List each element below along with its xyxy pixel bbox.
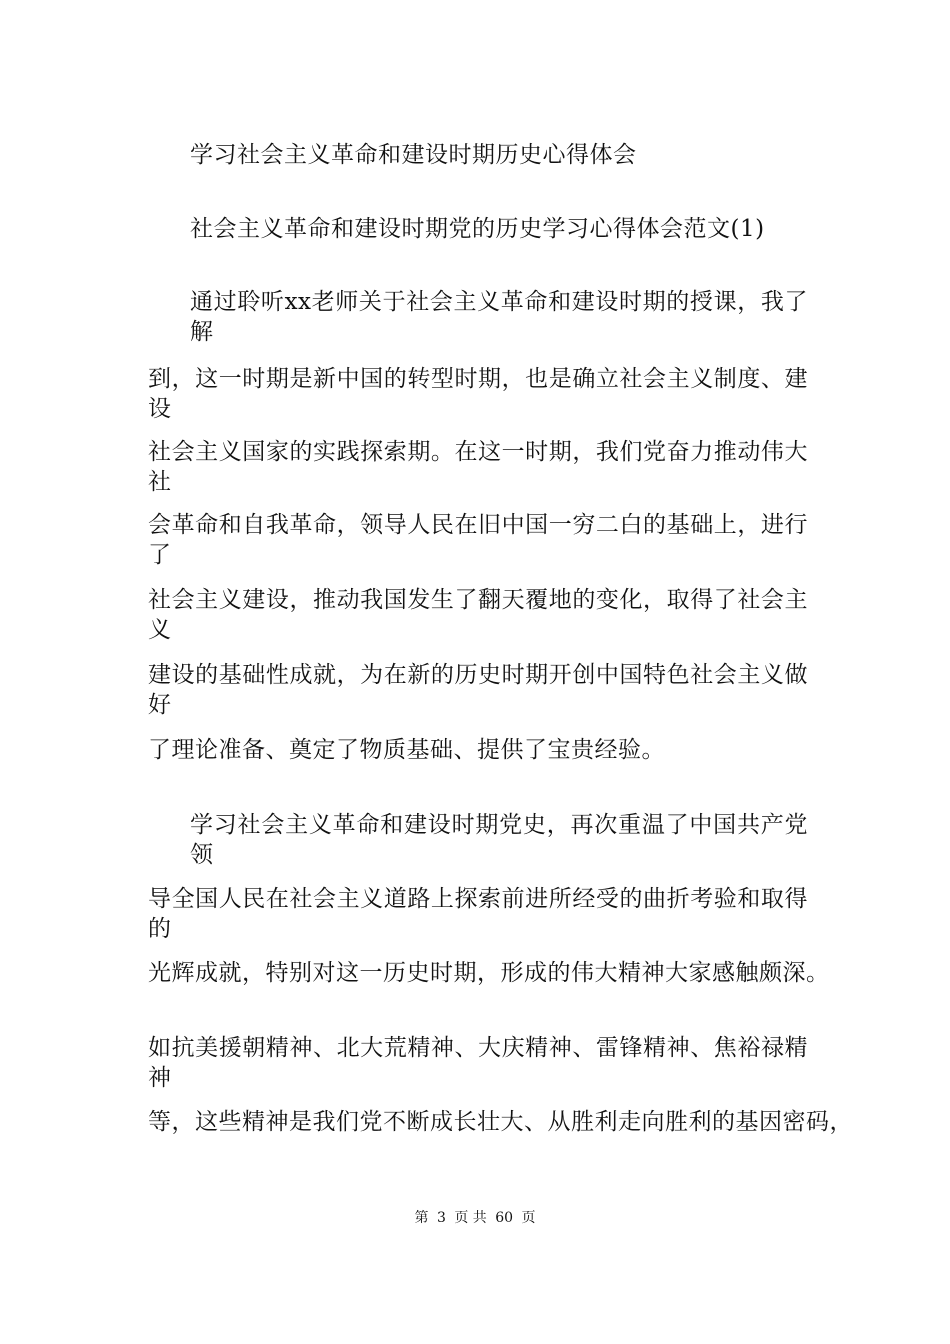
- paragraph-line: 到，这一时期是新中国的转型时期，也是确立社会主义制度、建设: [148, 366, 808, 422]
- footer-current-page: 3: [436, 1210, 446, 1226]
- paragraph-line: 等，这些精神是我们党不断成长壮大、从胜利走向胜利的基因密码，: [148, 1109, 853, 1135]
- document-title: 学习社会主义革命和建设时期历史心得体会: [190, 142, 637, 168]
- page-number-footer: [0, 1208, 950, 1228]
- paragraph-line: 了理论准备、奠定了物质基础、提供了宝贵经验。: [148, 737, 665, 763]
- paragraph-line: 如抗美援朝精神、北大荒精神、大庆精神、雷锋精神、焦裕禄精神: [148, 1035, 808, 1091]
- paragraph-line: 建设的基础性成就，为在新的历史时期开创中国特色社会主义做好: [148, 662, 808, 718]
- paragraph-line: 导全国人民在社会主义道路上探索前进所经受的曲折考验和取得的: [148, 886, 808, 942]
- footer-suffix: 页: [521, 1210, 536, 1226]
- paragraph-line: 光辉成就，特别对这一历史时期，形成的伟大精神大家感触颇深。: [148, 960, 830, 986]
- paragraph-line: 通过聆听xx老师关于社会主义革命和建设时期的授课，我了解: [190, 289, 808, 345]
- paragraph-line: 会革命和自我革命，领导人民在旧中国一穷二白的基础上，进行了: [148, 512, 808, 568]
- footer-prefix: 第: [414, 1210, 429, 1226]
- footer-total-pages: 60: [495, 1210, 514, 1226]
- paragraph-line: 社会主义国家的实践探索期。在这一时期，我们党奋力推动伟大社: [148, 439, 808, 495]
- document-subtitle: 社会主义革命和建设时期党的历史学习心得体会范文(1): [190, 216, 765, 242]
- footer-mid: 页 共: [454, 1210, 487, 1226]
- paragraph-line: 学习社会主义革命和建设时期党史，再次重温了中国共产党领: [190, 812, 808, 868]
- paragraph-line: 社会主义建设，推动我国发生了翻天覆地的变化，取得了社会主义: [148, 587, 808, 643]
